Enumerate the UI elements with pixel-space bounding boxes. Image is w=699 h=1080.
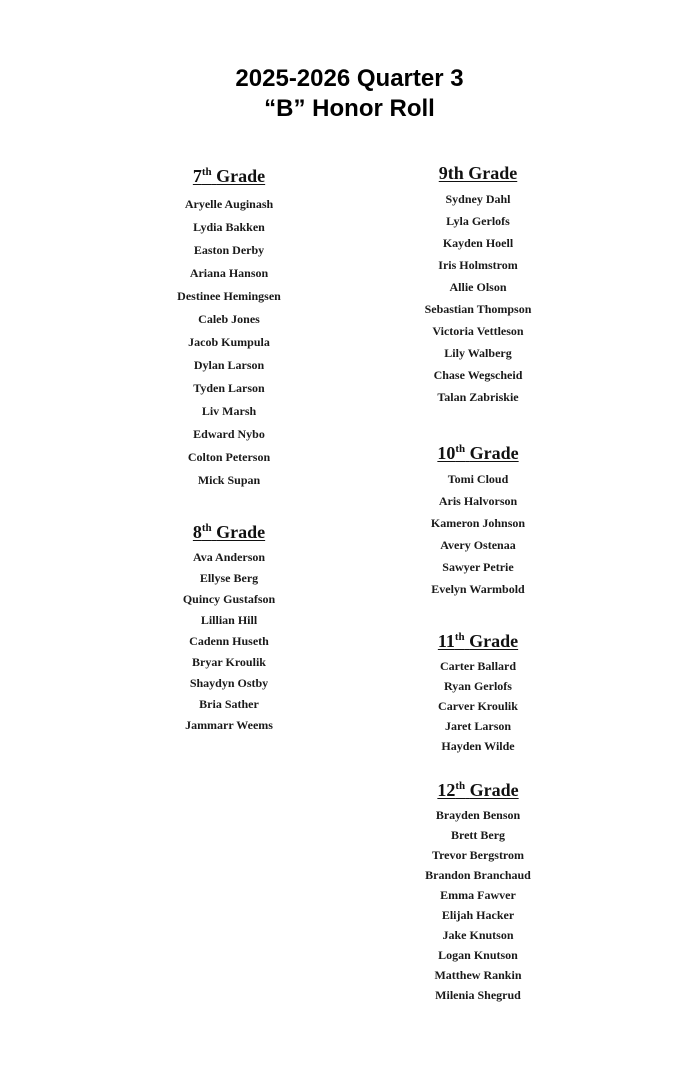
grade-9-heading: 9th Grade bbox=[438, 163, 518, 183]
grade-10-heading: 10th Grade bbox=[437, 443, 519, 463]
student-name: Jake Knutson bbox=[442, 928, 514, 942]
student-name: Shaydyn Ostby bbox=[189, 676, 269, 690]
student-name: Lyla Gerlofs bbox=[446, 214, 510, 228]
student-name: Edward Nybo bbox=[193, 427, 265, 441]
student-name: Lydia Bakken bbox=[193, 220, 265, 234]
grade-7-list bbox=[129, 193, 329, 492]
student-name: Dylan Larson bbox=[193, 358, 265, 372]
student-name: Kameron Johnson bbox=[430, 516, 526, 530]
student-name: Destinee Hemingsen bbox=[177, 289, 281, 303]
grade-7-section bbox=[129, 166, 329, 492]
grade-8-heading: 8th Grade bbox=[192, 522, 266, 542]
student-name: Ariana Hanson bbox=[189, 266, 269, 280]
student-name: Bria Sather bbox=[199, 697, 259, 711]
student-name: Hayden Wilde bbox=[441, 739, 515, 753]
grade-8-section bbox=[129, 522, 329, 736]
student-name: Sebastian Thompson bbox=[424, 302, 532, 316]
student-name: Brayden Benson bbox=[435, 808, 521, 822]
student-name: Aryelle Auginash bbox=[184, 197, 274, 211]
student-name: Jammarr Weems bbox=[185, 718, 273, 732]
student-name: Mick Supan bbox=[197, 473, 261, 487]
page-subtitle: “B” Honor Roll bbox=[264, 95, 435, 122]
student-name: Brandon Branchaud bbox=[425, 868, 531, 882]
grade-12-list bbox=[378, 805, 578, 1005]
student-name: Kayden Hoell bbox=[442, 236, 514, 250]
student-name: Iris Holmstrom bbox=[438, 258, 518, 272]
student-name: Ava Anderson bbox=[192, 550, 266, 564]
student-name: Sydney Dahl bbox=[445, 192, 511, 206]
student-name: Lillian Hill bbox=[200, 613, 258, 627]
student-name: Colton Peterson bbox=[187, 450, 271, 464]
student-name: Carver Kroulik bbox=[438, 699, 518, 713]
student-name: Quincy Gustafson bbox=[182, 592, 276, 606]
grade-12-heading: 12th Grade bbox=[437, 780, 519, 800]
student-name: Jaret Larson bbox=[444, 719, 512, 733]
student-name: Bryar Kroulik bbox=[192, 655, 266, 669]
student-name: Matthew Rankin bbox=[434, 968, 522, 982]
student-name: Caleb Jones bbox=[198, 312, 260, 326]
student-name: Sawyer Petrie bbox=[442, 560, 514, 574]
grade-9-list bbox=[378, 188, 578, 408]
student-name: Evelyn Warmbold bbox=[431, 582, 525, 596]
student-name: Trevor Bergstrom bbox=[431, 848, 525, 862]
student-name: Carter Ballard bbox=[439, 659, 517, 673]
student-name: Tyden Larson bbox=[193, 381, 265, 395]
student-name: Emma Fawver bbox=[440, 888, 516, 902]
student-name: Logan Knutson bbox=[438, 948, 518, 962]
student-name: Liv Marsh bbox=[201, 404, 257, 418]
grade-10-list bbox=[378, 468, 578, 600]
student-name: Milenia Shegrud bbox=[435, 988, 521, 1002]
grade-11-section bbox=[378, 631, 578, 756]
grade-8-list bbox=[129, 547, 329, 736]
page-title: 2025-2026 Quarter 3 bbox=[235, 65, 464, 92]
student-name: Elijah Hacker bbox=[441, 908, 515, 922]
grade-11-heading: 11th Grade bbox=[437, 631, 519, 651]
student-name: Brett Berg bbox=[450, 828, 506, 842]
grade-12-section bbox=[378, 780, 578, 1005]
student-name: Tomi Cloud bbox=[447, 472, 509, 486]
student-name: Aris Halvorson bbox=[438, 494, 518, 508]
grade-7-heading: 7th Grade bbox=[192, 166, 266, 186]
grade-10-section bbox=[378, 443, 578, 600]
grade-11-list bbox=[378, 656, 578, 756]
student-name: Chase Wegscheid bbox=[433, 368, 523, 382]
student-name: Easton Derby bbox=[193, 243, 265, 257]
student-name: Avery Ostenaa bbox=[440, 538, 516, 552]
student-name: Ellyse Berg bbox=[199, 571, 259, 585]
student-name: Ryan Gerlofs bbox=[444, 679, 512, 693]
student-name: Victoria Vettleson bbox=[432, 324, 524, 338]
student-name: Talan Zabriskie bbox=[437, 390, 519, 404]
student-name: Lily Walberg bbox=[444, 346, 512, 360]
student-name: Cadenn Huseth bbox=[189, 634, 269, 648]
student-name: Allie Olson bbox=[449, 280, 507, 294]
grade-9-section bbox=[378, 163, 578, 408]
student-name: Jacob Kumpula bbox=[188, 335, 270, 349]
